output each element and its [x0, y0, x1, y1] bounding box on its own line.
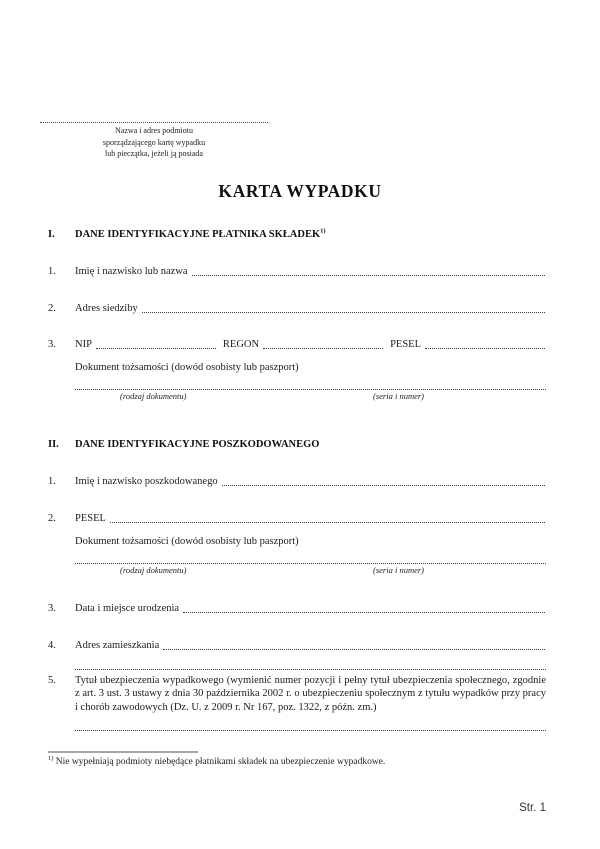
item-number: 2. [48, 302, 56, 314]
field-row-injured-name [48, 475, 546, 488]
field-regon-input-line[interactable] [263, 348, 383, 349]
stamp-caption-line-1: Nazwa i adres podmiotu [115, 126, 193, 135]
footnote-text-line [48, 756, 546, 768]
field-label-insurance-title: Tytuł ubezpieczenia wypadkowego (wymienić numer pozycji i pełny tytuł ubezpieczenia społecznego, zgodnie z art. 3 ust. 3 ustawy z dnia 30 października 2002 r. o ubezpieczeniu społecznym z tytułu wypadków przy pracy i chorób zawodowych (Dz. U. z 2009 r. Nr 167, poz. 1322, z późn. zm.) [75, 674, 546, 713]
item-number: 3. [48, 338, 56, 350]
footnote-text: Nie wypełniają podmioty niebędące płatnikami składek na ubezpieczenie wypadkowe. [55, 757, 386, 767]
field-label-nip: NIP [75, 338, 92, 350]
section-1-heading [48, 228, 546, 241]
payer-identity-doc-input-line[interactable] [75, 389, 546, 390]
field-row-payer-name [48, 265, 546, 278]
caption-series-number: (seria i numer) [373, 390, 424, 401]
issuer-stamp-caption [40, 125, 268, 160]
item-number: 1. [48, 265, 56, 277]
field-row-injured-pesel [48, 512, 546, 525]
field-row-birth-date-place [48, 602, 546, 615]
section-2-title: DANE IDENTYFIKACYJNE POSZKODOWANEGO [75, 438, 320, 450]
stamp-caption-line-2: sporządzającego kartę wypadku [102, 137, 206, 147]
section-1-number: I. [48, 228, 55, 240]
field-label-regon: REGON [222, 338, 260, 350]
field-label-residence-address: Adres zamieszkania [75, 639, 160, 651]
caption-document-type: (rodzaj dokumentu) [120, 390, 187, 401]
item-number: 2. [48, 512, 56, 524]
field-pesel-input-line[interactable] [425, 348, 545, 349]
field-label-injured-name: Imię i nazwisko poszkodowanego [75, 475, 218, 487]
caption-series-number: (seria i numer) [373, 564, 424, 575]
field-payer-address-input-line[interactable] [142, 312, 545, 313]
injured-identity-doc-label: Dokument tożsamości (dowód osobisty lub paszport) [75, 535, 299, 547]
field-row-residence-address [48, 639, 546, 652]
caption-document-type: (rodzaj dokumentu) [120, 564, 187, 575]
section-2-number: II. [48, 438, 59, 450]
field-injured-pesel-input-line[interactable] [110, 522, 545, 523]
injured-identity-doc-input-line[interactable] [75, 563, 546, 564]
item-number: 4. [48, 639, 56, 651]
payer-identity-doc-label: Dokument tożsamości (dowód osobisty lub paszport) [75, 361, 299, 373]
form-content [48, 228, 546, 769]
field-row-insurance-title [48, 674, 546, 715]
field-birth-date-place-input-line[interactable] [183, 612, 545, 613]
section-2-heading [48, 438, 546, 451]
item-number: 5. [48, 674, 56, 686]
field-payer-name-input-line[interactable] [192, 275, 545, 276]
field-insurance-title-input-line[interactable] [75, 730, 546, 731]
field-residence-address-input-line[interactable] [163, 649, 545, 650]
field-row-payer-ids [48, 338, 546, 351]
section-1-title: DANE IDENTYFIKACYJNE PŁATNIKA SKŁADEK$^{1)}$ [75, 227, 326, 240]
issuer-stamp-area [40, 122, 268, 160]
footnote-block [48, 751, 546, 768]
field-residence-address-input-line-2[interactable] [75, 669, 546, 670]
item-number: 1. [48, 475, 56, 487]
field-label-pesel: PESEL [390, 338, 422, 350]
payer-identity-doc-captions [48, 391, 546, 403]
field-nip-input-line[interactable] [96, 348, 216, 349]
footnote-ref: 1) [48, 754, 54, 762]
document-title: KARTA WYPADKU [218, 180, 382, 201]
section-1-footnote-ref: 1) [320, 227, 326, 234]
footnote-separator-rule [48, 751, 198, 753]
field-row-payer-address [48, 302, 546, 315]
item-number: 3. [48, 602, 56, 614]
field-label-payer-name: Imię i nazwisko lub nazwa [75, 265, 188, 277]
stamp-caption-line-3: lub pieczątka, jeżeli ją posiada [105, 149, 203, 158]
field-injured-name-input-line[interactable] [222, 485, 545, 486]
issuer-stamp-fill-line[interactable] [40, 122, 268, 123]
page-number-label: Str. 1 [519, 802, 546, 814]
field-label-birth-date-place: Data i miejsce urodzenia [75, 602, 180, 614]
injured-identity-doc-captions [48, 565, 546, 577]
field-label-payer-address: Adres siedziby [75, 302, 138, 314]
field-label-injured-pesel: PESEL [75, 512, 106, 524]
